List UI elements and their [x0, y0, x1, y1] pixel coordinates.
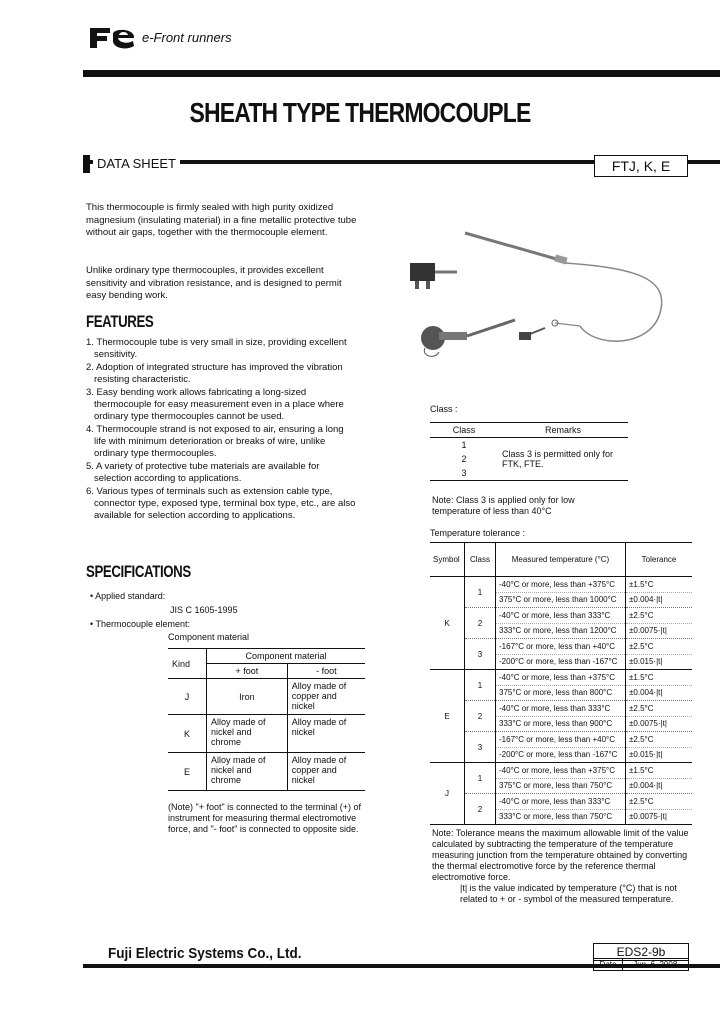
class-cell: 1	[465, 670, 496, 701]
class-cell: 3	[465, 732, 496, 763]
product-photo	[395, 228, 695, 363]
tolerance-row	[430, 732, 692, 748]
plus-cell: Iron	[207, 679, 288, 715]
symbol-cell: K	[430, 577, 465, 670]
class-remark: Class 3 is permitted only for FTK, FTE.	[502, 449, 614, 469]
measured-cell: 333°C or more, less than 900°C	[496, 716, 626, 732]
kind-cell: K	[168, 715, 207, 753]
measured-cell: -200°C or more, less than -167°C	[496, 654, 626, 670]
class-cell: 3	[465, 639, 496, 670]
col-symbol: Symbol	[430, 543, 465, 577]
col-kind: Kind	[168, 649, 207, 679]
tagline: e-Front runners	[142, 30, 232, 45]
tolerance-cell: ±1.5°C	[629, 579, 654, 589]
measured-cell: 333°C or more, less than 750°C	[496, 809, 626, 825]
measured-cell: 375°C or more, less than 1000°C	[496, 592, 626, 608]
class-cell: 2	[465, 794, 496, 825]
plus-cell: Alloy made of nickel and chrome	[207, 715, 288, 753]
features-list	[86, 337, 356, 523]
tolerance-row	[430, 670, 692, 686]
measured-cell: -167°C or more, less than +40°C	[496, 732, 626, 748]
tolerance-cell: ±0.0075·|t|	[629, 719, 667, 729]
symbol-cell: J	[430, 763, 465, 825]
tolerance-cell: ±2.5°C	[629, 734, 654, 744]
applied-standard-label: • Applied standard:	[90, 591, 166, 601]
datasheet-label: DATA SHEET	[93, 156, 180, 171]
measured-cell: 375°C or more, less than 800°C	[496, 685, 626, 701]
kind-cell: J	[168, 679, 207, 715]
date-label: Date	[594, 959, 623, 970]
feature-item: 3. Easy bending work allows fabricating a long-sized thermocouple for easy measurement even in a place where ordinary type thermocouples cannot be used.	[86, 386, 344, 423]
tolerance-note-1: Note: Tolerance means the maximum allowable limit of the value calculated by subtracting the temperature of the temperature measuring junction from the temperature obtained by converting the thermal electromotive force by the reference thermal electromotive force.	[432, 828, 689, 882]
class-cell: 3	[461, 468, 467, 478]
tolerance-cell: ±0.004·|t|	[629, 595, 663, 605]
feature-item: 6. Various types of terminals such as extension cable type, connector type, exposed type, terminal box type, etc., are also available for selection according to applications.	[86, 485, 356, 522]
tolerance-cell: ±2.5°C	[629, 641, 654, 651]
date-box	[593, 958, 689, 971]
measured-cell: -40°C or more, less than +375°C	[496, 670, 626, 686]
model-box: FTJ, K, E	[594, 155, 688, 177]
plus-cell: Alloy made of nickel and chrome	[207, 753, 288, 791]
datasheet-marker	[83, 155, 90, 173]
tolerance-cell: ±0.004·|t|	[629, 688, 663, 698]
page-title: SHEATH TYPE THERMOCOUPLE	[189, 97, 531, 128]
tolerance-row	[430, 577, 692, 593]
class-cell: 2	[461, 454, 467, 464]
tolerance-row	[430, 794, 692, 810]
tolerance-cell: ±2.5°C	[629, 610, 654, 620]
col-measured: Measured temperature (°C)	[496, 543, 626, 577]
class-table	[430, 422, 628, 481]
class-cell: 2	[465, 608, 496, 639]
measured-cell: -40°C or more, less than 333°C	[496, 701, 626, 717]
tolerance-cell: ±0.015·|t|	[629, 750, 663, 760]
feature-item: 1. Thermocouple tube is very small in size, providing excellent sensitivity.	[86, 337, 347, 361]
tolerance-table	[430, 542, 692, 825]
fe-logo	[88, 26, 138, 50]
doc-number: EDS2-9b	[593, 943, 689, 961]
measured-cell: -40°C or more, less than +375°C	[496, 577, 626, 593]
col-class: Class	[465, 543, 496, 577]
tolerance-cell: ±0.004·|t|	[629, 781, 663, 791]
col-class: Class	[452, 425, 476, 435]
col-component: Component material	[207, 649, 366, 664]
feature-item: 5. A variety of protective tube materials are available for selection according to applications.	[86, 461, 320, 485]
company-name: Fuji Electric Systems Co., Ltd.	[108, 945, 302, 962]
feature-item: 4. Thermocouple strand is not exposed to air, ensuring a long life with minimum deterioration or breaks of wire, unlike ordinary type thermocouples.	[86, 423, 344, 460]
class-note: Note: Class 3 is applied only for low temperature of less than 40°C	[432, 495, 575, 516]
date-value: Jun. 6, 2008	[633, 960, 678, 969]
intro-p1: This thermocouple is firmly sealed with high purity oxidized magnesium (insulating material) in a fine metallic protective tube without air gaps, together with the thermocouple element.	[86, 202, 357, 238]
tolerance-note-2: |t| is the value indicated by temperature (°C) that is not related to + or - symbol of the measured temperature.	[460, 883, 677, 904]
col-tolerance: Tolerance	[641, 555, 677, 564]
features-heading: FEATURES	[86, 312, 154, 331]
symbol-cell: E	[430, 670, 465, 763]
tolerance-cell: ±0.015·|t|	[629, 657, 663, 667]
measured-cell: -40°C or more, less than +375°C	[496, 763, 626, 779]
col-plus: + foot	[207, 664, 288, 679]
tolerance-row	[430, 763, 692, 779]
specifications-heading: SPECIFICATIONS	[86, 562, 191, 581]
measured-cell: -200°C or more, less than -167°C	[496, 747, 626, 763]
minus-cell: Alloy made of copper and nickel	[291, 681, 347, 711]
tolerance-cell: ±1.5°C	[629, 765, 654, 775]
tolerance-cell: ±2.5°C	[629, 796, 654, 806]
class-label: Class :	[430, 404, 458, 414]
measured-cell: 375°C or more, less than 750°C	[496, 778, 626, 794]
element-label: • Thermocouple element:	[90, 619, 191, 629]
tolerance-cell: ±1.5°C	[629, 672, 654, 682]
tolerance-cell: ±2.5°C	[629, 703, 654, 713]
measured-cell: -40°C or more, less than 333°C	[496, 608, 626, 624]
tolerance-row	[430, 608, 692, 624]
header-rule	[83, 70, 720, 77]
tolerance-row	[430, 701, 692, 717]
component-label: Component material	[168, 632, 250, 642]
tolerance-note	[432, 828, 694, 905]
minus-cell: Alloy made of nickel	[291, 717, 347, 737]
tolerance-row	[430, 639, 692, 655]
col-minus: - foot	[316, 666, 337, 676]
class-cell: 1	[465, 577, 496, 608]
class-cell: 2	[465, 701, 496, 732]
col-remarks: Remarks	[544, 425, 581, 435]
applied-standard-value: JIS C 1605-1995	[170, 605, 238, 615]
measured-cell: -40°C or more, less than 333°C	[496, 794, 626, 810]
measured-cell: 333°C or more, less than 1200°C	[496, 623, 626, 639]
component-table	[168, 648, 365, 791]
component-note: (Note) "+ foot" is connected to the terminal (+) of instrument for measuring thermal electromotive force, and "- foot" is connected to opposite side.	[168, 802, 361, 834]
measured-cell: -167°C or more, less than +40°C	[496, 639, 626, 655]
tolerance-cell: ±0.0075·|t|	[629, 812, 667, 822]
class-cell: 1	[465, 763, 496, 794]
intro-p2: Unlike ordinary type thermocouples, it provides excellent sensitivity and vibration resistance, and is designed to permit easy bending work.	[86, 265, 342, 301]
feature-item: 2. Adoption of integrated structure has improved the vibration resisting characteristic.	[86, 361, 343, 386]
minus-cell: Alloy made of copper and nickel	[291, 755, 347, 785]
tolerance-label: Temperature tolerance :	[430, 528, 526, 538]
class-cell: 1	[461, 440, 467, 450]
tolerance-cell: ±0.0075·|t|	[629, 626, 667, 636]
kind-cell: E	[168, 753, 207, 791]
